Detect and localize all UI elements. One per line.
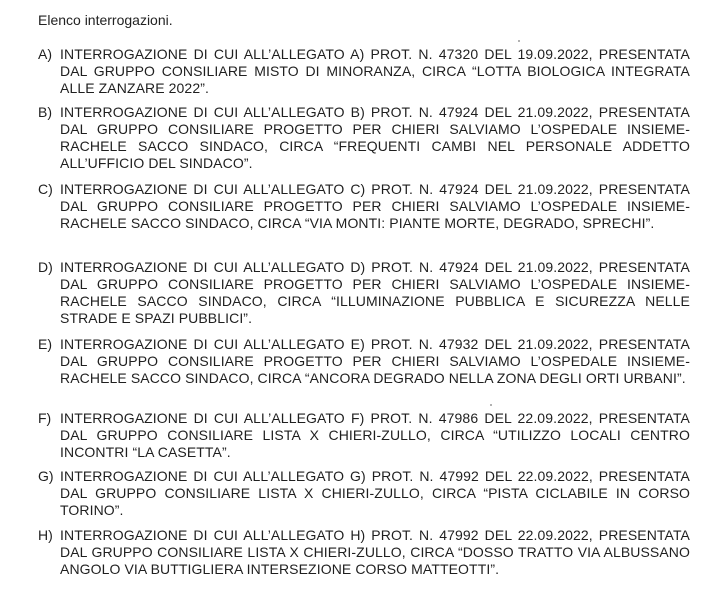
scan-speck bbox=[518, 40, 520, 42]
item-text: INTERROGAZIONE DI CUI ALL’ALLEGATO F) PROT. N. 47986 DEL 22.09.2022, PRESENTATA DAL GRUPPO CONSILIARE LISTA X CHIERI-ZULLO, CIRCA “UTILIZZO LOCALI CENTRO INCONTRI “LA CASETTA”. bbox=[60, 410, 690, 460]
item-text: INTERROGAZIONE DI CUI ALL’ALLEGATO D) PROT. N. 47924 DEL 21.09.2022, PRESENTATA DAL GRUPPO CONSILIARE PROGETTO PER CHIERI SALVIAMO L’OSPEDALE INSIEME-RACHELE SACCO SINDACO, CIRCA “ILLUMINAZIONE PUBBLICA E SICUREZZA NELLE STRADE E SPAZI PUBBLICI”. bbox=[60, 259, 690, 326]
document-heading: Elenco interrogazioni. bbox=[38, 12, 173, 28]
item-text: INTERROGAZIONE DI CUI ALL’ALLEGATO G) PROT. N. 47992 DEL 22.09.2022, PRESENTATA DAL GRUPPO CONSILIARE LISTA X CHIERI-ZULLO, CIRCA “PISTA CICLABILE IN CORSO TORINO”. bbox=[60, 468, 690, 518]
item-text: INTERROGAZIONE DI CUI ALL’ALLEGATO A) PROT. N. 47320 DEL 19.09.2022, PRESENTATA DAL GRUPPO CONSILIARE MISTO DI MINORANZA, CIRCA “LOTTA BIOLOGICA INTEGRATA ALLE ZANZARE 2022”. bbox=[60, 46, 690, 96]
list-item-c bbox=[38, 181, 710, 232]
item-letter: E) bbox=[38, 336, 52, 352]
list-item-h bbox=[38, 527, 710, 578]
item-text: INTERROGAZIONE DI CUI ALL’ALLEGATO H) PROT. N. 47992 DEL 22.09.2022, PRESENTATA DAL GRUPPO CONSILIARE LISTA X CHIERI-ZULLO, CIRCA “DOSSO TRATTO VIA ALBUSSANO ANGOLO VIA BUTTIGLIERA INTERSEZIONE CORSO MATTEOTTI”. bbox=[60, 527, 690, 577]
item-text: INTERROGAZIONE DI CUI ALL’ALLEGATO C) PROT. N. 47924 DEL 21.09.2022, PRESENTATA DAL GRUPPO CONSILIARE PROGETTO PER CHIERI SALVIAMO L’OSPEDALE INSIEME-RACHELE SACCO SINDACO, CIRCA “VIA MONTI: PIANTE MORTE, DEGRADO, SPRECHI”. bbox=[60, 181, 690, 231]
scan-speck bbox=[490, 404, 492, 406]
list-item-e bbox=[38, 336, 710, 387]
list-item-a bbox=[38, 46, 710, 97]
item-letter: A) bbox=[38, 46, 52, 62]
item-text: INTERROGAZIONE DI CUI ALL’ALLEGATO E) PROT. N. 47932 DEL 21.09.2022, PRESENTATA DAL GRUPPO CONSILIARE PROGETTO PER CHIERI SALVIAMO L’OSPEDALE INSIEME-RACHELE SACCO SINDACO, CIRCA “ANCORA DEGRADO NELLA ZONA DEGLI ORTI URBANI”. bbox=[60, 336, 690, 386]
item-letter: C) bbox=[38, 181, 53, 197]
item-letter: B) bbox=[38, 104, 52, 120]
item-letter: F) bbox=[38, 410, 52, 426]
item-letter: G) bbox=[38, 468, 54, 484]
list-item-d bbox=[38, 259, 710, 327]
item-text: INTERROGAZIONE DI CUI ALL’ALLEGATO B) PROT. N. 47924 DEL 21.09.2022, PRESENTATA DAL GRUPPO CONSILIARE PROGETTO PER CHIERI SALVIAMO L’OSPEDALE INSIEME-RACHELE SACCO SINDACO, CIRCA “FREQUENTI CAMBI NEL PERSONALE ADDETTO ALL’UFFICIO DEL SINDACO”. bbox=[60, 104, 690, 171]
list-item-b bbox=[38, 104, 710, 172]
list-item-f bbox=[38, 410, 710, 461]
item-letter: D) bbox=[38, 259, 53, 275]
list-item-g bbox=[38, 468, 710, 519]
item-letter: H) bbox=[38, 527, 53, 543]
